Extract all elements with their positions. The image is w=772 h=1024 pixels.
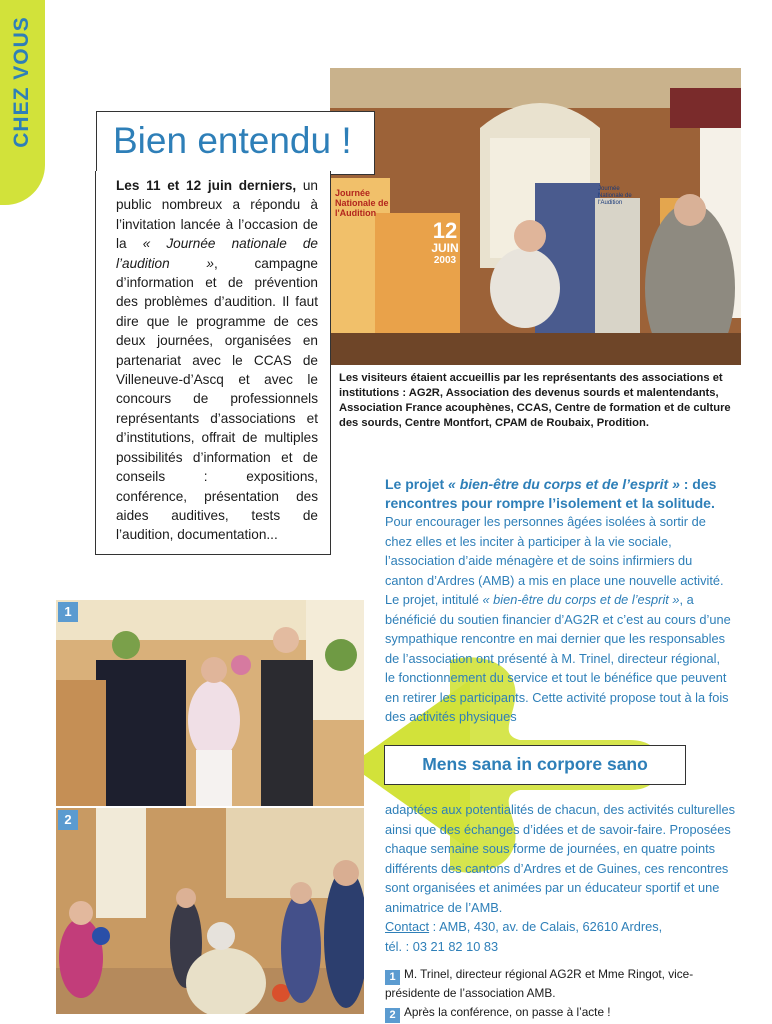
poster-date-year: 2003: [433, 255, 457, 266]
poster-date-month: JUIN: [431, 241, 459, 255]
article-heading-quote: « bien-être du corps et de l’esprit »: [448, 476, 680, 492]
caption-2-number: 2: [385, 1008, 400, 1023]
poster-left-title: Journée Nationale de l'Audition: [335, 188, 389, 218]
poster-right-title: Journée Nationale de l'Audition: [598, 186, 632, 206]
intro-text-box: [95, 171, 331, 555]
contact-label: Contact: [385, 919, 430, 934]
article-continuation: [385, 800, 735, 956]
poster-date: [425, 220, 465, 266]
article-contact: [385, 917, 735, 937]
article-phone: tél. : 03 21 82 10 83: [385, 938, 499, 954]
caption-2-text: Après la conférence, on passe à l’acte !: [404, 1005, 611, 1019]
exhibition-photo: [330, 68, 741, 365]
photo-2-illustration: [56, 808, 364, 1014]
photo-2-caption: [385, 1004, 745, 1023]
article-section: [385, 475, 731, 727]
poster-date-day: 12: [432, 218, 458, 243]
article-heading: [385, 475, 731, 512]
article-p1-quote: « bien-être du corps et de l’esprit »: [482, 592, 680, 607]
intro-text-2: , campagne d’information et de prévention des problèmes d’audition. Il faut dire que le programme de ces deux journées, organisées en partenariat avec le CCAS de Villeneuve-d’Ascq et avec le concours de professionnels représentants d’associations et d’institutions, offrait de multiples possibilités d’information et de conseils : expositions, conférence, présentation des aides auditives, tests de l’audition, documentation...: [116, 255, 318, 543]
contact-address: : AMB, 430, av. de Calais, 62610 Ardres,: [429, 919, 663, 934]
article-p1-b: , a bénéficié du soutien financier d’AG2R et c’est au cours d’une sympathique rencontre en mai dernier que les responsables de l’association ont présenté à M. Trinel, directeur régional, le fonctionnement du service et tout le bénéfice que peuvent en retirer les participants. Cette activité propose tout à la fois des activités physiques: [385, 592, 731, 724]
photo-1-caption: [385, 966, 745, 1001]
caption-1-number: 1: [385, 970, 400, 985]
intro-lead: Les 11 et 12 juin derniers,: [116, 178, 297, 193]
photo-captions: [385, 966, 745, 1023]
intro-event-name: « Journée nationale de l’audition »: [116, 236, 318, 271]
photo-1-number: 1: [58, 602, 78, 622]
article-p1-a: Pour encourager les personnes âgées isolées à sortir de chez elles et les inciter à participer à la vie sociale, l’association d’aide ménagère et de soins infirmiers du canton d’Ardres (AMB) a mis en place une nouvelle activité. Le projet, intitulé: [385, 514, 724, 607]
page-title: Bien entendu !: [113, 120, 352, 161]
caption-1-text: M. Trinel, directeur régional AG2R et Mme Ringot, vice-présidente de l’association AMB.: [385, 967, 694, 1000]
section-tab: [0, 0, 45, 205]
article-heading-prefix: Le projet: [385, 476, 449, 492]
article-heading-suffix: : des rencontres pour rompre l’isolement et la solitude.: [385, 476, 717, 511]
article-paragraph-1: [385, 512, 731, 727]
intro-paragraph: [116, 176, 318, 545]
article-paragraph-2: adaptées aux potentialités de chacun, des activités culturelles ainsi que des échanges d’idées et de savoir-faire. Proposées chaque semaine sous forme de journées, en quatre points différents des cantons d’Ardres et de Guines, ces rencontres sont organisées et animées par un éducateur sportif et une animatrice de l’AMB.: [385, 802, 735, 915]
exhibition-photo-illustration: [330, 68, 741, 365]
photo-1: [56, 600, 364, 806]
photo-1-illustration: [56, 600, 364, 806]
mens-sana-label: Mens sana in corpore sano: [422, 754, 648, 774]
intro-text-1: un public nombreux a répondu à l’invitation lancée à l’occasion de la: [116, 178, 318, 252]
photo-2-number: 2: [58, 810, 78, 830]
exhibition-photo-caption: Les visiteurs étaient accueillis par les représentants des associations et institutions : AG2R, Association des devenus sourds et malentendants, Association France acouphènes, CCAS, Centre de formation et de culture des sourds, Centre Montfort, CPAM de Roubaix, Prodition.: [339, 372, 731, 429]
photo-2: [56, 808, 364, 1014]
section-tab-label: CHEZ VOUS: [10, 16, 33, 148]
mens-sana-box: [384, 745, 686, 785]
article-title-box: [96, 111, 375, 175]
